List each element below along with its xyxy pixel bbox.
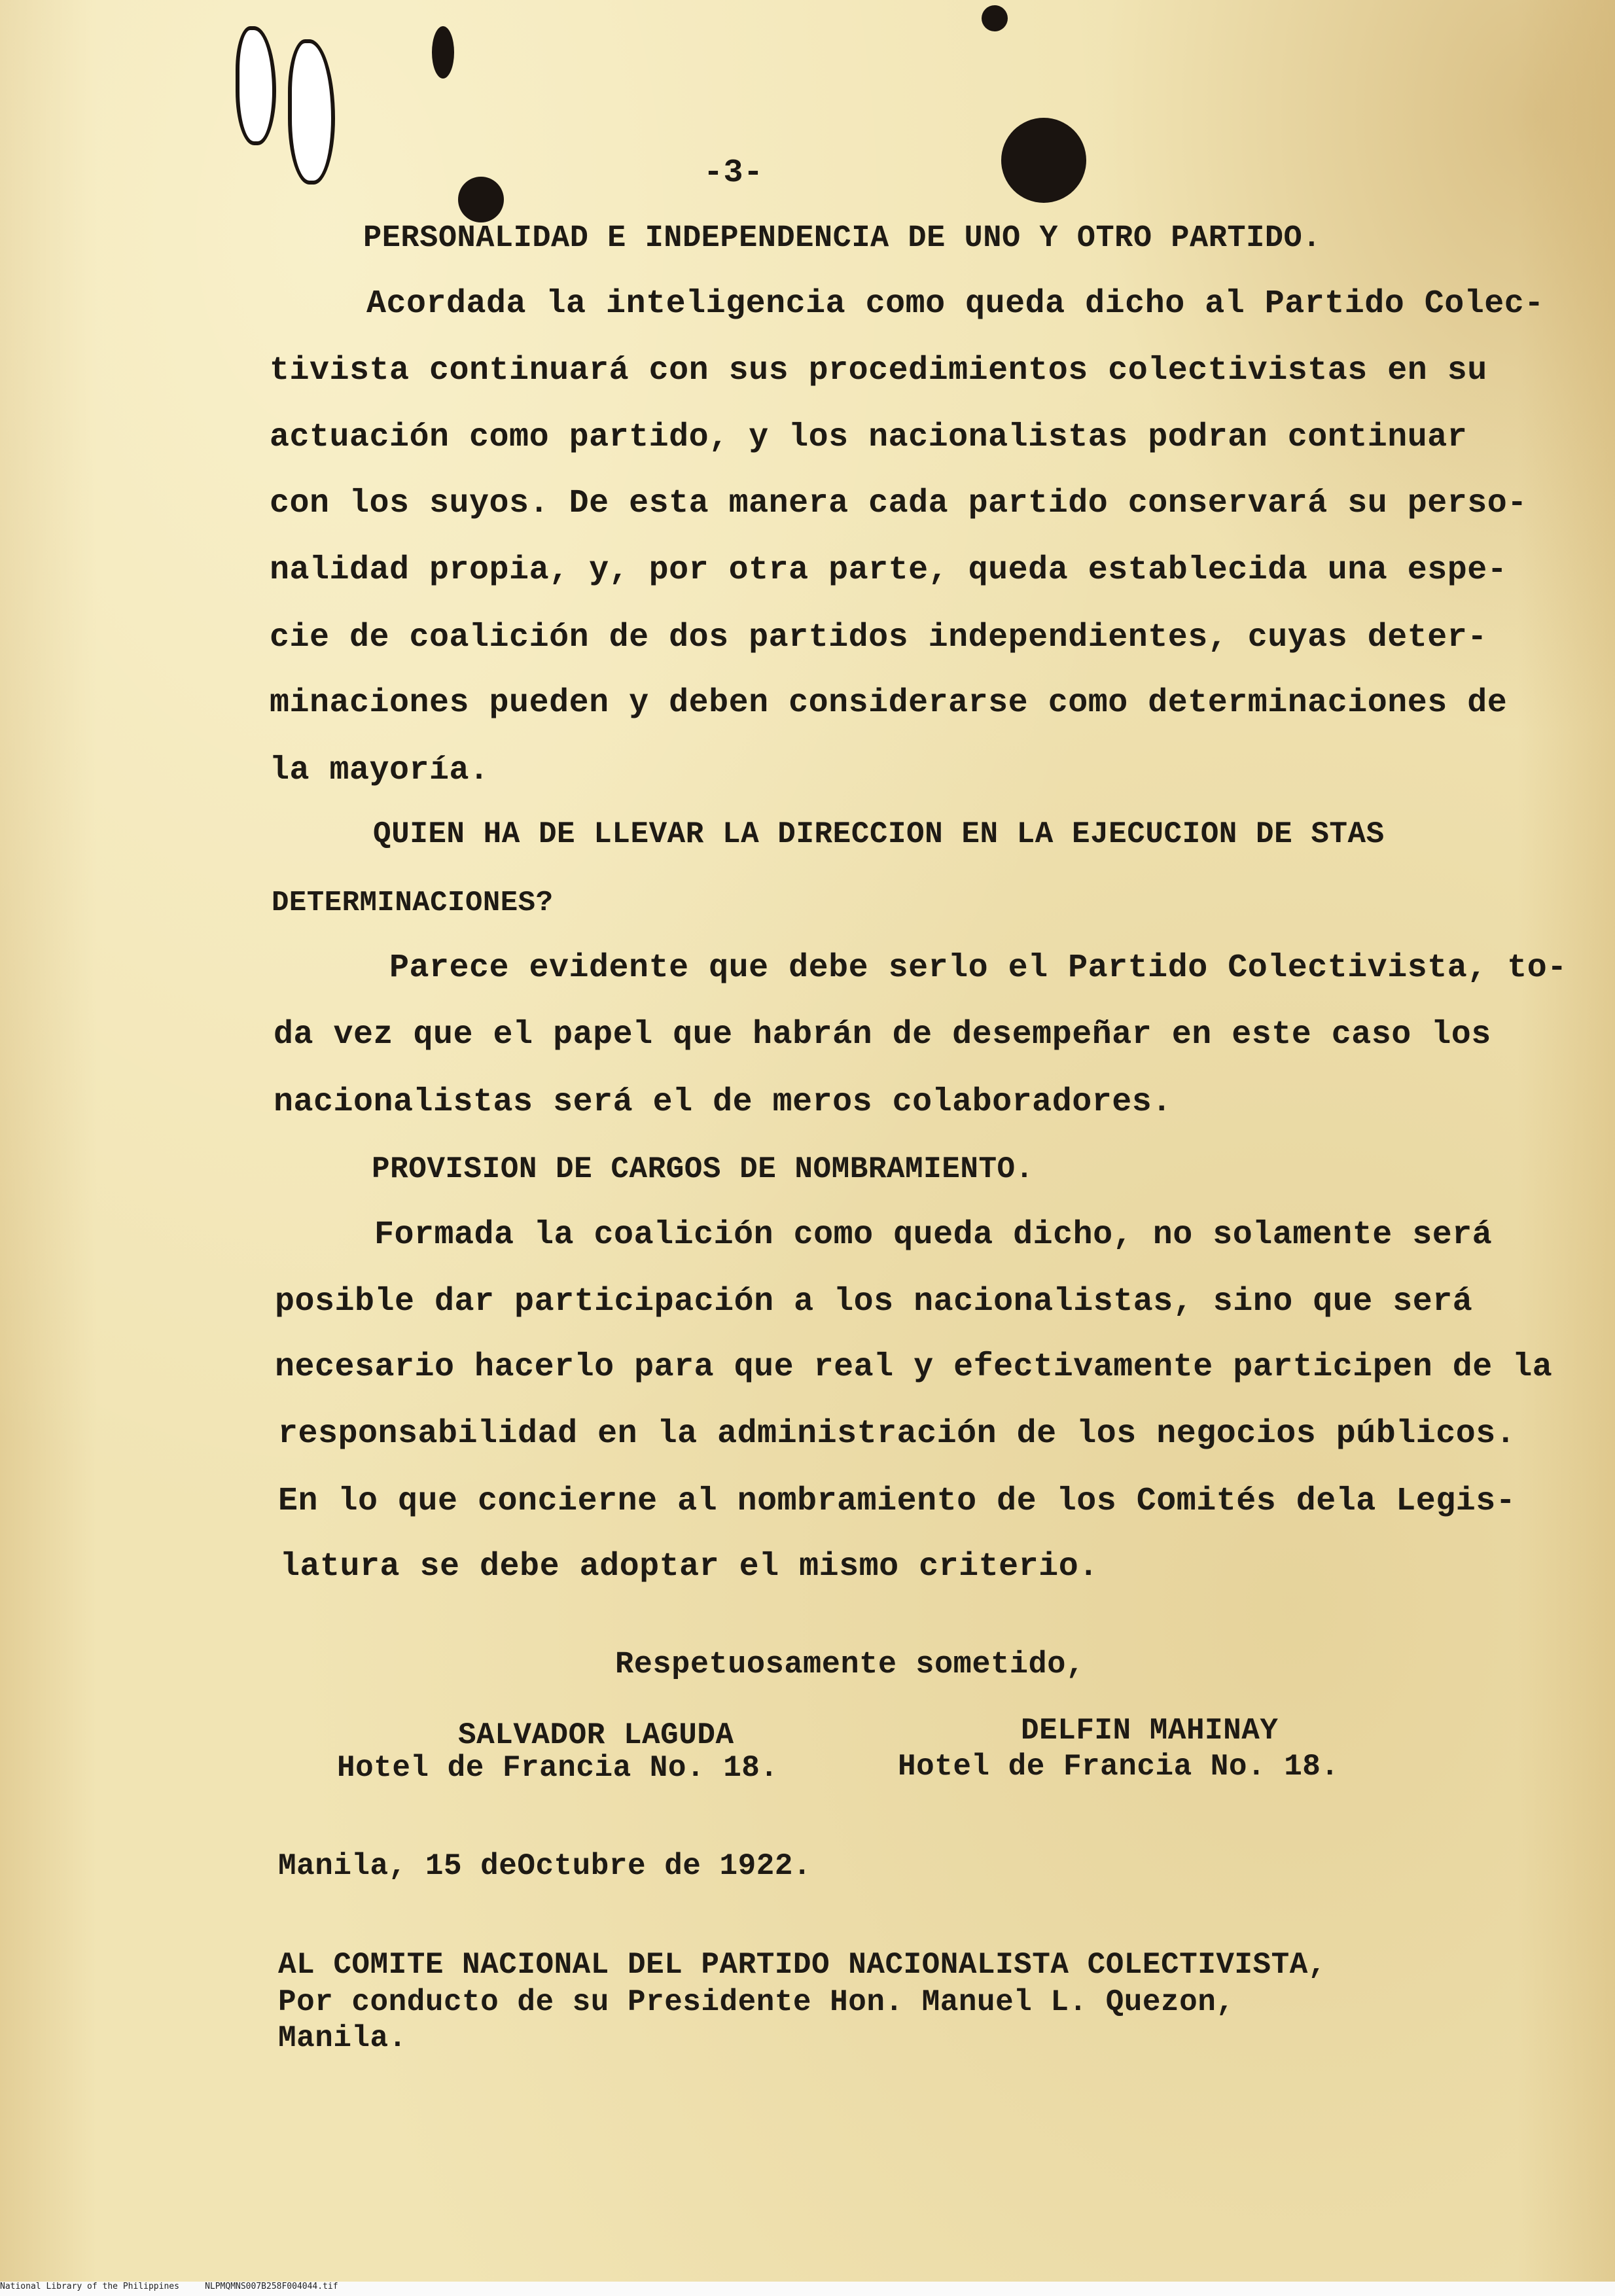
body-line: nalidad propia, y, por otra parte, queda establecida una espe- xyxy=(270,552,1508,589)
addressee-line: Por conducto de su Presidente Hon. Manuel L. Quezon, xyxy=(278,1985,1235,2019)
section-heading: PROVISION DE CARGOS DE NOMBRAMIENTO. xyxy=(372,1152,1034,1186)
body-line: responsabilidad en la administración de los negocios públicos. xyxy=(278,1415,1516,1453)
body-line: Acordada la inteligencia como queda dicho al Partido Colec- xyxy=(366,285,1544,323)
addressee-line: Manila. xyxy=(278,2021,407,2055)
body-line: latura se debe adoptar el mismo criterio. xyxy=(280,1548,1099,1585)
section-heading: QUIEN HA DE LLEVAR LA DIRECCION EN LA EJECUCION DE STAS xyxy=(373,817,1385,851)
body-line: tivista continuará con sus procedimientos colectivistas en su xyxy=(270,352,1487,389)
body-line: nacionalistas será el de meros colaboradores. xyxy=(274,1084,1172,1121)
closing-line: Respetuosamente sometido, xyxy=(615,1648,1085,1682)
ink-stain xyxy=(982,5,1008,31)
body-line: da vez que el papel que habrán de desempeñar en este caso los xyxy=(274,1016,1491,1053)
ink-stain xyxy=(458,177,504,222)
body-line: posible dar participación a los nacionalistas, sino que será xyxy=(275,1283,1473,1320)
signatory-address: Hotel de Francia No. 18. xyxy=(337,1751,779,1785)
ink-stain xyxy=(432,26,454,79)
archive-footer: National Library of the Philippines NLPMQMNS007B258F004044.tif xyxy=(0,2282,1615,2296)
body-line: Formada la coalición como queda dicho, no solamente será xyxy=(374,1216,1493,1254)
body-line: necesario hacerlo para que real y efectivamente participen de la xyxy=(275,1349,1553,1386)
date-line: Manila, 15 deOctubre de 1922. xyxy=(278,1849,812,1883)
body-line: actuación como partido, y los nacionalistas podran continuar xyxy=(270,419,1468,456)
body-line: con los suyos. De esta manera cada partido conservará su perso- xyxy=(270,485,1527,522)
page-number: -3- xyxy=(703,154,764,192)
body-line: En lo que concierne al nombramiento de los Comités dela Legis- xyxy=(278,1483,1516,1520)
addressee-line: AL COMITE NACIONAL DEL PARTIDO NACIONALISTA COLECTIVISTA, xyxy=(278,1948,1326,1982)
body-line: Parece evidente que debe serlo el Partido Colectivista, to- xyxy=(389,949,1567,987)
ink-stain xyxy=(1001,118,1086,203)
section-heading: DETERMINACIONES? xyxy=(272,887,554,919)
signatory-name: SALVADOR LAGUDA xyxy=(458,1718,734,1752)
body-line: cie de coalición de dos partidos independientes, cuyas deter- xyxy=(270,619,1487,656)
signatory-address: Hotel de Francia No. 18. xyxy=(898,1750,1340,1784)
body-line: minaciones pueden y deben considerarse como determinaciones de xyxy=(270,684,1508,722)
section-heading: PERSONALIDAD E INDEPENDENCIA DE UNO Y OTRO PARTIDO. xyxy=(363,221,1321,256)
signatory-name: DELFIN MAHINAY xyxy=(1021,1714,1279,1748)
body-line: la mayoría. xyxy=(270,752,489,789)
